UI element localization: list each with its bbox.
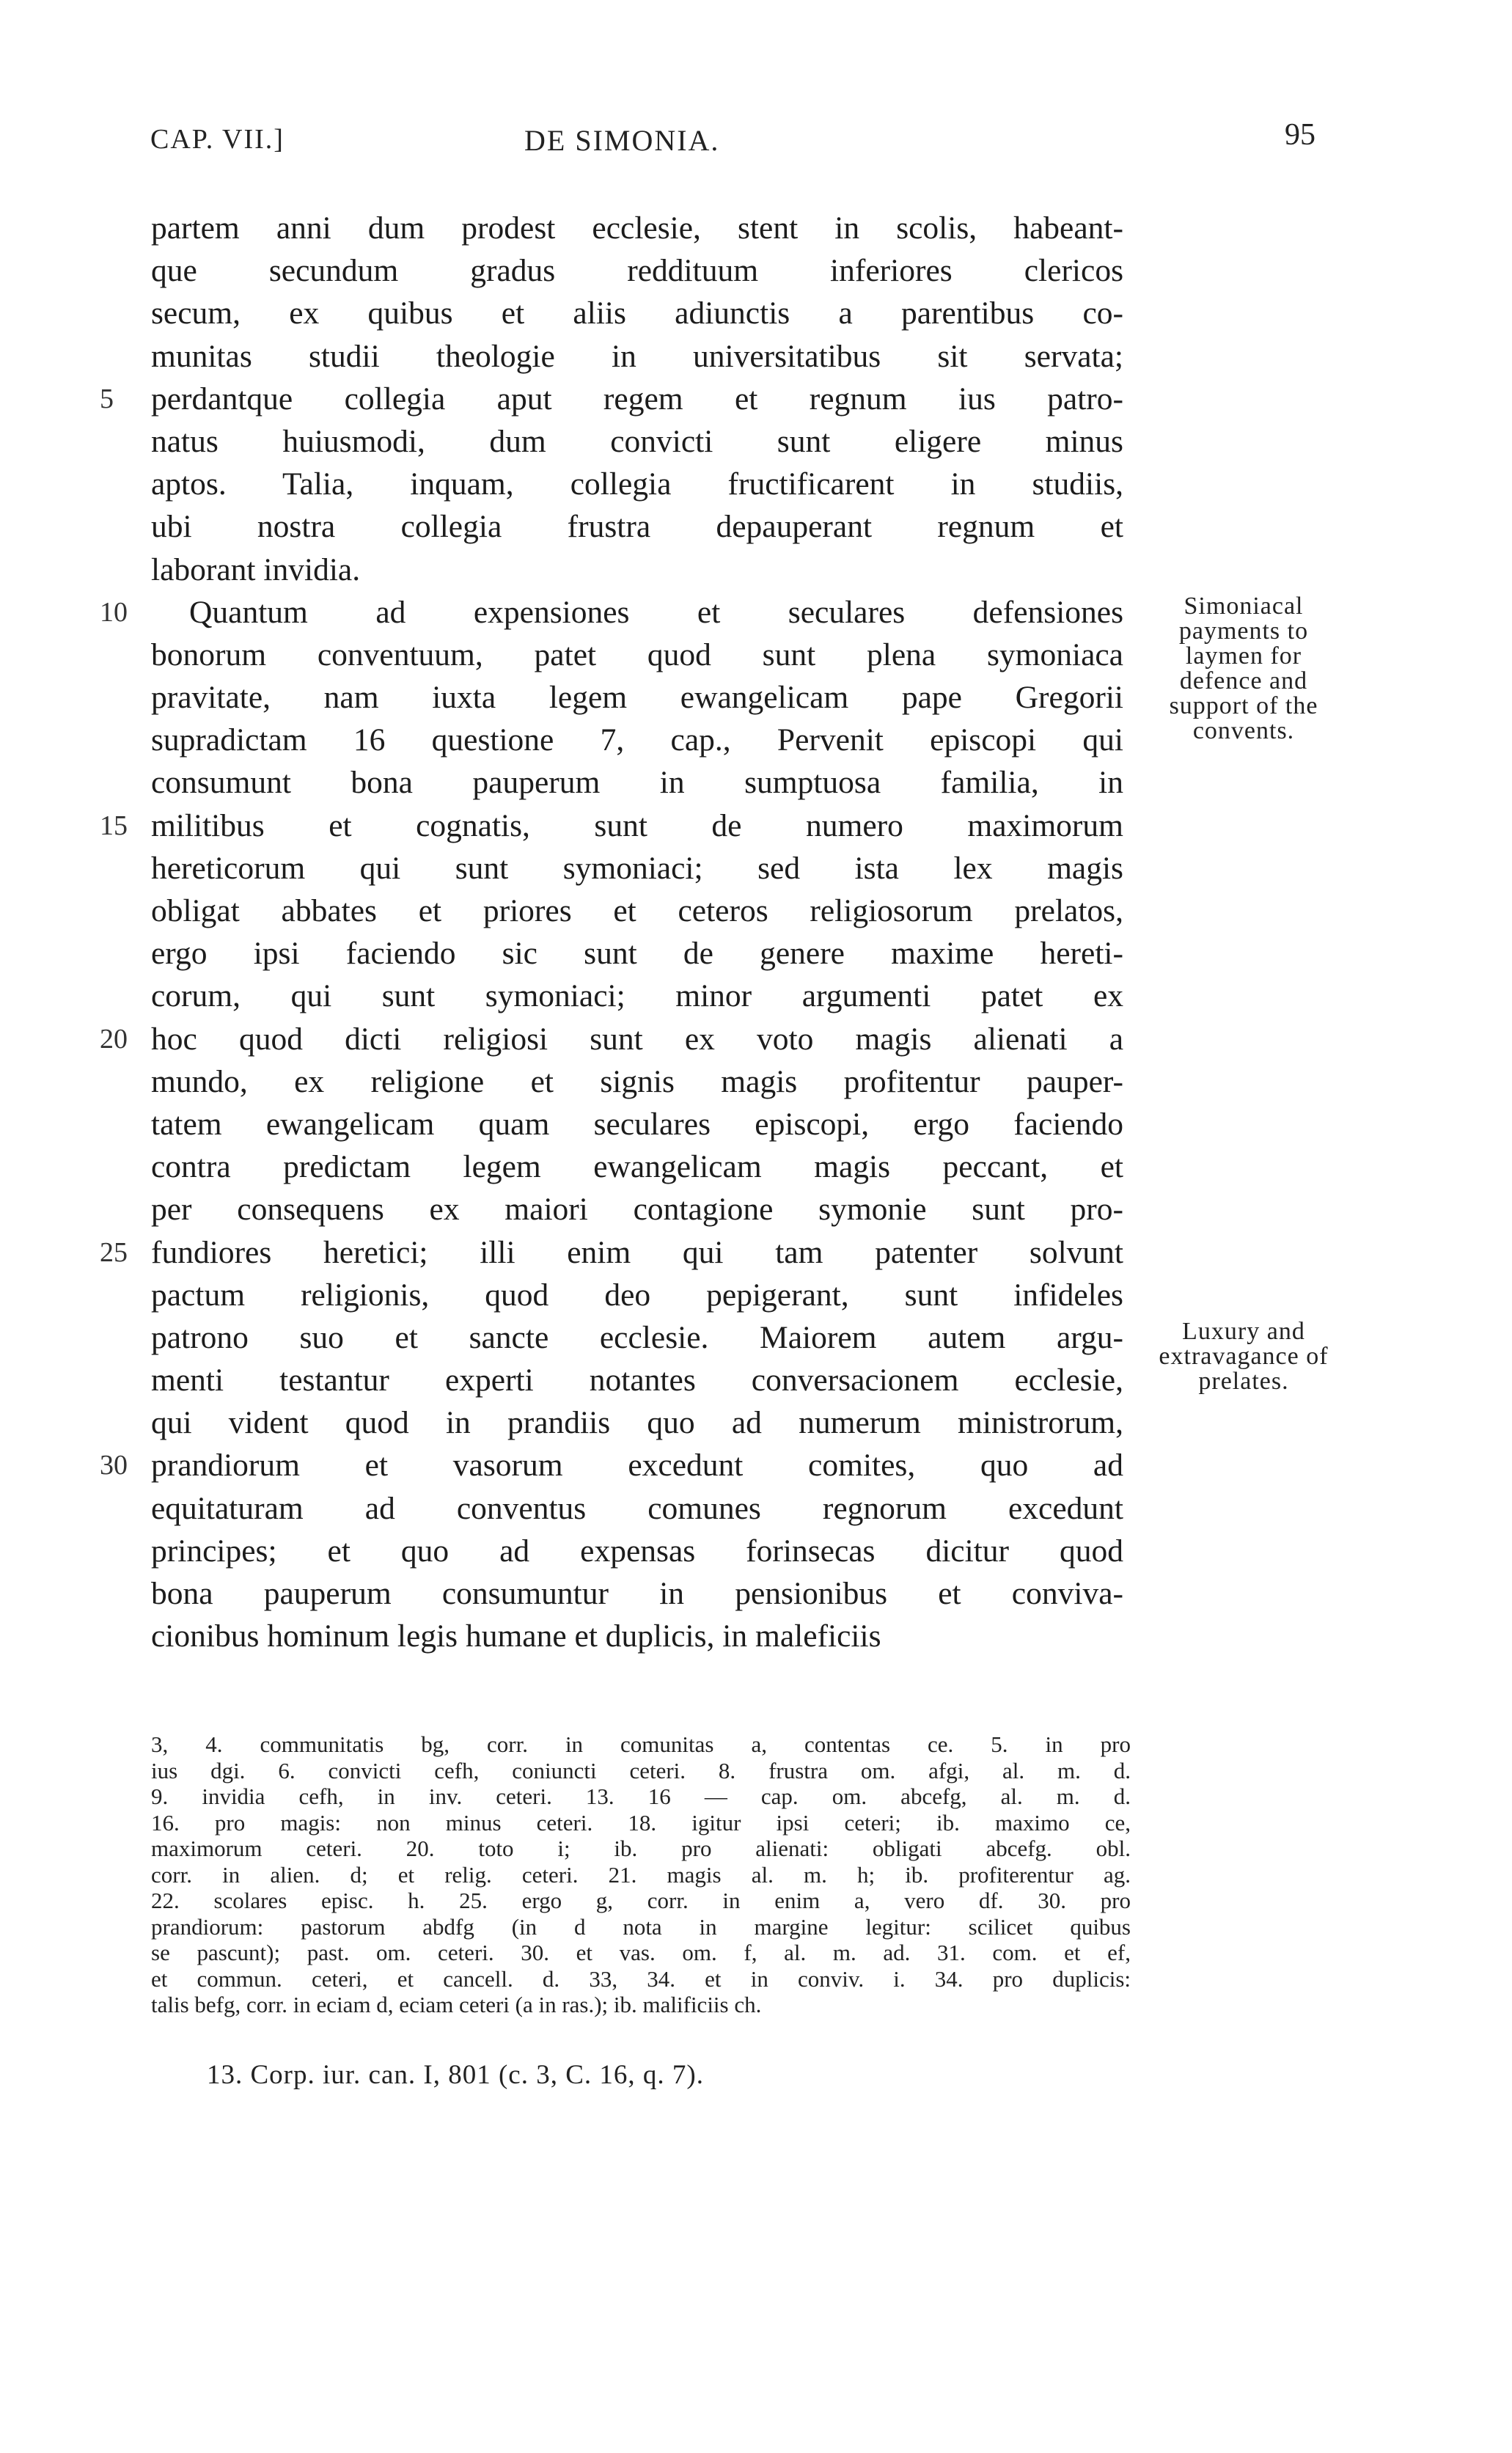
text-line xyxy=(151,1145,1123,1188)
apparatus-line xyxy=(151,1810,1131,1836)
apparatus-line xyxy=(151,1758,1131,1784)
apparatus-line xyxy=(151,1940,1131,1966)
page-number: 95 xyxy=(1285,118,1315,152)
line-number: 15 xyxy=(100,810,128,841)
line-number: 25 xyxy=(100,1236,128,1268)
text-line xyxy=(151,207,1123,249)
text-line xyxy=(100,591,1123,634)
line-text: hoc quod dicti religiosi sunt ex voto magis alienati a xyxy=(151,1021,1123,1057)
line-text: hereticorum qui sunt symoniaci; sed ista lex magis xyxy=(151,850,1123,886)
critical-apparatus xyxy=(151,1731,1131,2018)
text-line xyxy=(151,890,1123,932)
line-text: pactum religionis, quod deo pepigerant, sunt infideles xyxy=(151,1277,1123,1313)
text-line xyxy=(151,249,1123,292)
apparatus-line xyxy=(151,1888,1131,1914)
margin-note-luxury-prelates xyxy=(1134,1319,1354,1394)
source-reference: 13. Corp. iur. can. I, 801 (c. 3, C. 16, q. 7). xyxy=(207,2060,704,2090)
text-line xyxy=(151,1572,1123,1615)
text-line xyxy=(151,335,1123,378)
text-line xyxy=(151,1188,1123,1231)
text-line xyxy=(151,1359,1123,1401)
text-line xyxy=(151,1530,1123,1572)
apparatus-text: 16. pro magis: non minus ceteri. 18. igitur ipsi ceteri; ib. maximo ce, xyxy=(151,1809,1131,1836)
line-text: cionibus hominum legis humane et duplicis, in maleficiis xyxy=(151,1618,881,1654)
margin-note-line: payments to xyxy=(1178,617,1309,645)
line-text: fundiores heretici; illi enim qui tam patenter solvunt xyxy=(151,1234,1123,1270)
line-text: laborant invidia. xyxy=(151,551,361,587)
line-text: secum, ex quibus et aliis adiunctis a parentibus co- xyxy=(151,296,1123,331)
line-text: munitas studii theologie in universitatibus sit servata; xyxy=(151,338,1123,374)
line-text: Quantum ad expensiones et seculares defensiones xyxy=(189,594,1123,630)
apparatus-text: 3, 4. communitatis bg, corr. in comunitas a, contentas ce. 5. in pro xyxy=(151,1731,1131,1757)
apparatus-line xyxy=(151,1731,1131,1758)
margin-note-line: support of the xyxy=(1169,692,1318,719)
apparatus-line xyxy=(151,1992,1131,2018)
line-number: 10 xyxy=(100,596,128,628)
line-text: que secundum gradus reddituum inferiores clericos xyxy=(151,253,1123,289)
text-line xyxy=(151,1103,1123,1145)
margin-note-line: convents. xyxy=(1192,717,1295,744)
text-line xyxy=(100,1018,1123,1060)
apparatus-text: 22. scolares episc. h. 25. ergo g, corr. in enim a, vero df. 30. pro xyxy=(151,1888,1131,1913)
margin-note-line: extravagance of xyxy=(1159,1343,1329,1370)
line-text: menti testantur experti notantes conversacionem ecclesie, xyxy=(151,1363,1123,1398)
text-line xyxy=(151,847,1123,890)
text-line xyxy=(151,932,1123,975)
main-text xyxy=(100,207,1123,1657)
line-text: principes; et quo ad expensas forinsecas dicitur quod xyxy=(151,1533,1123,1569)
text-line xyxy=(100,1231,1123,1274)
line-text: militibus et cognatis, sunt de numero maximorum xyxy=(151,807,1123,843)
apparatus-text: corr. in alien. d; et relig. ceteri. 21. magis al. m. h; ib. profiterentur ag. xyxy=(151,1861,1131,1888)
chapter-heading: CAP. VII.] xyxy=(150,124,285,155)
apparatus-text: et commun. ceteri, et cancell. d. 33, 34. et in conviv. i. 34. pro duplicis: xyxy=(151,1965,1131,1992)
line-text: patrono suo et sancte ecclesie. Maiorem autem argu- xyxy=(151,1319,1123,1355)
line-text: obligat abbates et priores et ceteros religiosorum prelatos, xyxy=(151,893,1123,928)
text-line xyxy=(151,549,1123,591)
line-text: ergo ipsi faciendo sic sunt de genere maxime hereti- xyxy=(151,936,1123,972)
apparatus-line xyxy=(151,1966,1131,1992)
line-text: per consequens ex maiori contagione symonie sunt pro- xyxy=(151,1192,1123,1228)
line-text: natus huiusmodi, dum convicti sunt eligere minus xyxy=(151,423,1123,459)
line-text: perdantque collegia aput regem et regnum ius patro- xyxy=(151,381,1123,417)
text-line xyxy=(151,634,1123,676)
line-text: qui vident quod in prandiis quo ad numerum ministrorum, xyxy=(151,1405,1123,1441)
line-text: pravitate, nam iuxta legem ewangelicam pape Gregorii xyxy=(151,680,1123,716)
margin-note-line: defence and xyxy=(1179,667,1308,694)
line-text: aptos. Talia, inquam, collegia fructificarent in studiis, xyxy=(151,466,1123,502)
line-text: partem anni dum prodest ecclesie, stent in scolis, habeant- xyxy=(151,210,1123,246)
apparatus-text: 9. invidia cefh, in inv. ceteri. 13. 16 — cap. om. abcefg, al. m. d. xyxy=(151,1783,1131,1809)
line-number: 30 xyxy=(100,1450,128,1481)
line-text: mundo, ex religione et signis magis profitentur pauper- xyxy=(151,1063,1123,1099)
text-line xyxy=(151,761,1123,804)
text-line xyxy=(151,1401,1123,1444)
text-line xyxy=(151,505,1123,548)
text-line xyxy=(100,1444,1123,1486)
margin-note-simoniacal-payments xyxy=(1134,594,1354,744)
apparatus-line xyxy=(151,1836,1131,1862)
text-line xyxy=(151,975,1123,1017)
text-line xyxy=(151,292,1123,334)
line-text: equitaturam ad conventus comunes regnorum excedunt xyxy=(151,1490,1123,1526)
text-line xyxy=(151,676,1123,719)
margin-note-line: Luxury and xyxy=(1182,1318,1305,1345)
text-line xyxy=(100,378,1123,420)
line-text: tatem ewangelicam quam seculares episcopi, ergo faciendo xyxy=(151,1106,1123,1142)
text-line xyxy=(151,463,1123,505)
line-text: bonorum conventuum, patet quod sunt plena symoniaca xyxy=(151,637,1123,672)
apparatus-text: ius dgi. 6. convicti cefh, coniuncti ceteri. 8. frustra om. afgi, al. m. d. xyxy=(151,1757,1131,1783)
apparatus-text: maximorum ceteri. 20. toto i; ib. pro alienati: obligati abcefg. obl. xyxy=(151,1836,1131,1861)
apparatus-line xyxy=(151,1914,1131,1940)
line-text: prandiorum et vasorum excedunt comites, quo ad xyxy=(151,1448,1123,1484)
text-line xyxy=(151,1487,1123,1530)
line-number: 20 xyxy=(100,1023,128,1055)
apparatus-text: talis befg, corr. in eciam d, eciam ceteri (a in ras.); ib. malificiis ch. xyxy=(151,1992,762,2017)
line-text: supradictam 16 questione 7, cap., Pervenit episcopi qui xyxy=(151,722,1123,758)
line-text: ubi nostra collegia frustra depauperant regnum et xyxy=(151,509,1123,545)
running-title: DE SIMONIA. xyxy=(524,124,720,157)
text-line xyxy=(151,1615,1123,1657)
margin-note-line: prelates. xyxy=(1198,1368,1289,1395)
text-line xyxy=(151,1274,1123,1316)
line-text: bona pauperum consumuntur in pensionibus et conviva- xyxy=(151,1576,1123,1611)
text-line xyxy=(151,719,1123,761)
line-text: corum, qui sunt symoniaci; minor argumenti patet ex xyxy=(151,978,1123,1014)
text-line xyxy=(151,1316,1123,1359)
text-line xyxy=(151,420,1123,463)
line-text: consumunt bona pauperum in sumptuosa familia, in xyxy=(151,765,1123,801)
apparatus-line xyxy=(151,1783,1131,1810)
text-line xyxy=(151,1060,1123,1103)
apparatus-line xyxy=(151,1862,1131,1888)
margin-note-line: laymen for xyxy=(1185,642,1302,670)
text-line xyxy=(100,804,1123,847)
apparatus-text: se pascunt); past. om. ceteri. 30. et vas. om. f, al. m. ad. 31. com. et ef, xyxy=(151,1940,1131,1965)
line-text: contra predictam legem ewangelicam magis peccant, et xyxy=(151,1149,1123,1185)
line-number: 5 xyxy=(100,383,114,414)
apparatus-text: prandiorum: pastorum abdfg (in d nota in margine legitur: scilicet quibus xyxy=(151,1913,1131,1940)
margin-note-line: Simoniacal xyxy=(1183,593,1304,620)
